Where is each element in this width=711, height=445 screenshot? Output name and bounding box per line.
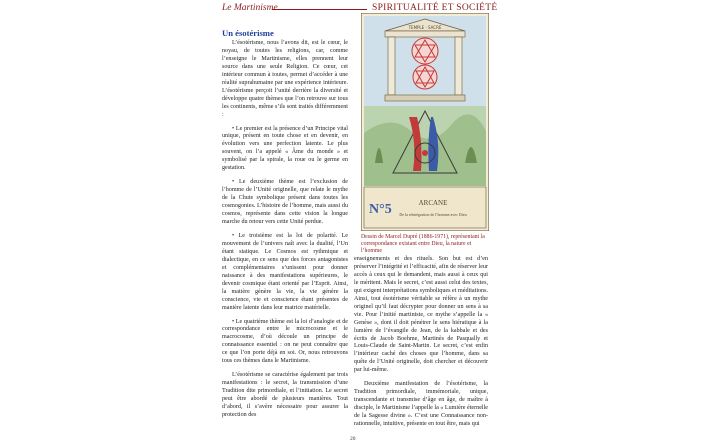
running-header-left: Le Martinisme [222, 3, 278, 13]
section-title: Un ésotérisme [222, 28, 274, 38]
paragraph: • Le premier est la présence d’un Principe vital unique, présent en toute chose et en devenir, en évolution vers une perfection latente. Le plus souvent, on l’a appelé « Âme du monde » et symbolisé par la spirale, la roue ou le germe en gestation. [222, 125, 348, 172]
page-number: 20 [350, 436, 356, 442]
figure-caption: Dessin de Marcel Dupré (1886-1971), représentant la correspondance existant entre Dieu, la nature et l’homme [361, 234, 485, 255]
arcane-subtitle: De la réintégration de l’homme avec Dieu [399, 212, 467, 217]
header-rule [272, 9, 367, 10]
left-column [222, 40, 348, 426]
arcane-number: N°5 [369, 202, 392, 217]
paragraph: L’ésotérisme se caractérise également par trois manifestations : le secret, la transmission d’une Tradition dite primordiale, et l’initiation. Le secret peut être abordé de plusieurs manières. Tout d’abord, il s’avère nécessaire pour assurer la protection des [222, 372, 348, 418]
paragraph: • Le deuxième thème est l’exclusion de l’homme de l’Unité originelle, que relate le mythe de la Chute symbolique présent dans toutes les cosmogonies. L’histoire de l’homme, mais aussi du cosmos, représente dans cette vision la longue marche du retour vers cette Unité perdue. [222, 179, 348, 226]
running-header-right: SPIRITUALITÉ ET SOCIÉTÉ [372, 3, 498, 13]
paragraph: • Le quatrième thème est la loi d’analogie et de correspondance entre le microcosme et le macrocosme, d’où découle un principe de connaissance essentiel : on ne peut connaître que ce que l’on porte déjà en soi. Or, nous retrouvons tous ces thèmes dans le Martinisme. [222, 318, 348, 365]
paragraph: enseignements et des rituels. Son but est d’en préserver l’intégrité et l’efficacité, afin de réserver leur accès à ceux qui le demandent, mais aussi à ceux qui le méritent. Mais le secret, c’est aussi celui des textes, qui exigent interprétations symboliques et méditations. Ainsi, tout ésotérisme véritable se réfère à un mythe originel qu’il faut décrypter pour donner un sens à sa vie. Pour l’initié martiniste, ce mythe s’appelle la « Genèse », dont il doit pénétrer le sens hiératique à la lumière de l’évangile de Jean, de la kabbale et des écrits de Jacob Boehme, Martinès de Pasqually et Louis-Claude de Saint-Martin. Le secret, c’est enfin l’intérieur caché des choses que l’homme, dans sa quête de l’Unité originelle, doit chercher et découvrir par lui-même. [354, 256, 488, 374]
right-column [354, 256, 488, 435]
paragraph: Deuxième manifestation de l’ésotérisme, la Tradition primordiale, immémoriale, unique, transcendante et transmise d’âge en âge, de maître à disciple, le Martinisme l’appelle la « Lumière éternelle de la Sagesse divine ». C’est une Connaissance non-rationnelle, intuitive, présente en tout être, mais qui [354, 381, 489, 428]
paragraph: • Le troisième est la loi de polarité. Le mouvement de l’univers naît avec la dualité, l’Un étant statique. Le Cosmos est rythmique et dialectique, en ce sens que des forces antagonistes et complémentaires s’unissent pour donner naissance à des manifestations supérieures, le devenir cosmique étant orienté par l’Esprit. Ainsi, la matière génère la vie, la vie génère la conscience, vie et conscience étant présentes de manière latente dans leur matrice matérielle. [222, 232, 348, 311]
paragraph: L’ésotérisme, nous l’avons dit, est le cœur, le noyau, de toutes les religions, car, comme l’enseigne le Martinisme, elles prennent leur source dans une seule Religion. Ce cœur, cet intérieur commun à toutes, permet d’accéder à une réalité suprahumaine par une expérience intérieure. L’ésotérisme perçoit l’unité derrière la diversité et développe quatre thèmes que l’on retrouve sur tous les continents, même s’ils sont traités différemment : [222, 40, 348, 118]
temple-label: TEMPLE · SACRÉ [408, 25, 442, 30]
arcane-title: ARCANE [418, 199, 448, 207]
arcane-illustration [361, 13, 489, 231]
